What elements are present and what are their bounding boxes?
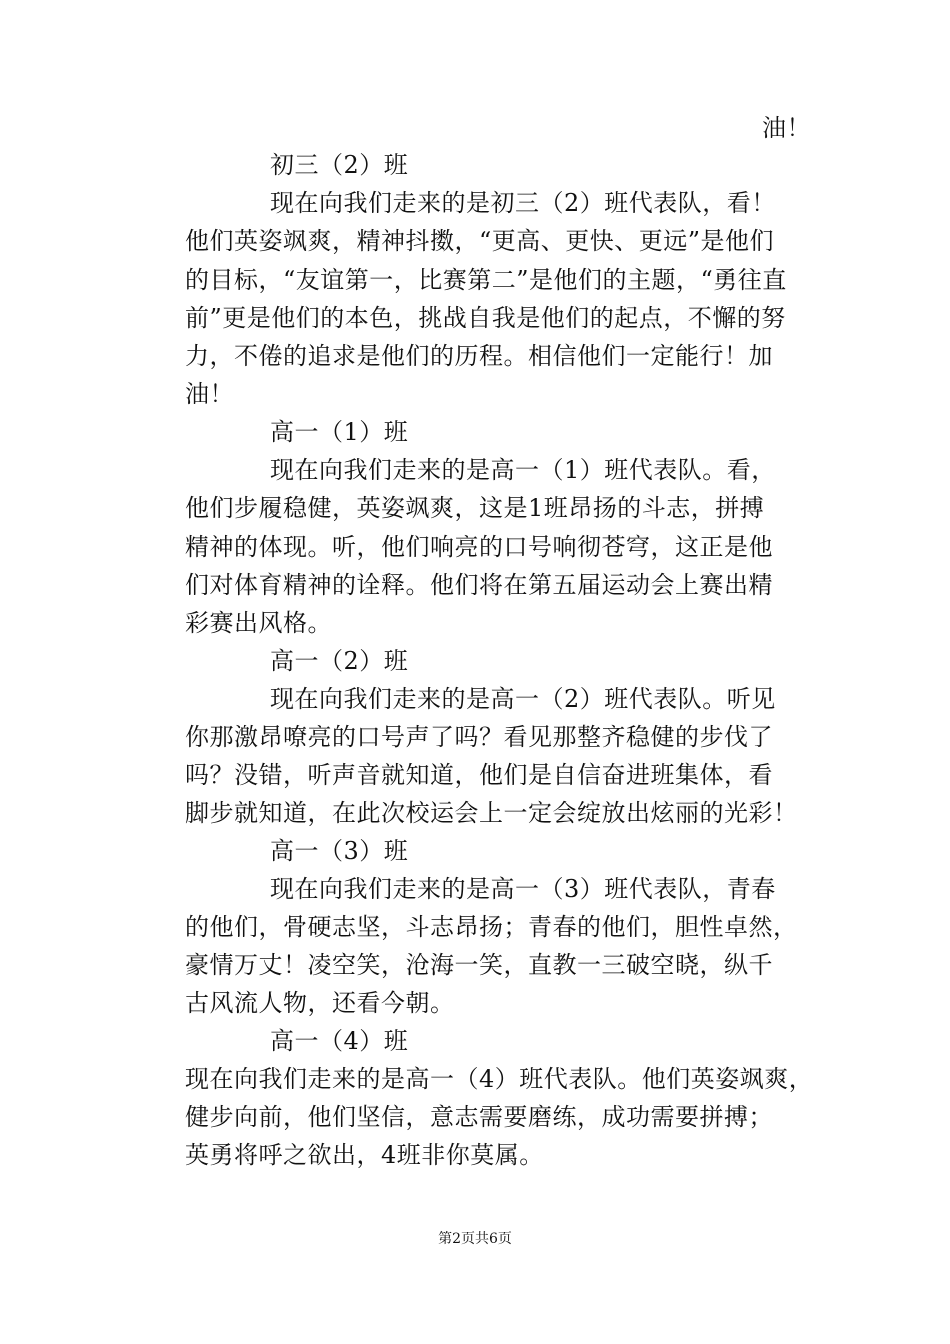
- text-line: 现在向我们走来的是高一（4）班代表队。他们英姿飒爽，: [185, 1065, 814, 1093]
- section-heading: 高一（4）班: [270, 1027, 409, 1055]
- text-line: 现在向我们走来的是高一（1）班代表队。看，: [270, 456, 776, 484]
- text-line: 古风流人物，还看今朝。: [185, 989, 455, 1017]
- text-line: 健步向前，他们坚信，意志需要磨练，成功需要拼搏；: [185, 1103, 773, 1131]
- text-line: 力，不倦的追求是他们的历程。相信他们一定能行！加: [185, 342, 773, 370]
- text-line: 现在向我们走来的是高一（3）班代表队，青春: [270, 875, 776, 903]
- text-line: 吗？没错，听声音就知道，他们是自信奋进班集体，看: [185, 761, 773, 789]
- text-line: 彩赛出风格。: [185, 609, 332, 637]
- text-line: 他们步履稳健，英姿飒爽，这是1班昂扬的斗志，拼搏: [185, 494, 765, 522]
- text-line: 英勇将呼之欲出，4班非你莫属。: [185, 1141, 544, 1169]
- text-line: 油！: [185, 380, 234, 408]
- section-heading: 高一（1）班: [270, 418, 409, 446]
- text-line: 现在向我们走来的是高一（2）班代表队。听见: [270, 685, 776, 713]
- page-number: 第2页共6页: [438, 1231, 512, 1247]
- text-line: 豪情万丈！凌空笑，沧海一笑，直教一三破空晓，纵千: [185, 951, 773, 979]
- text-line: 你那激昂嘹亮的口号声了吗？看见那整齐稳健的步伐了: [185, 723, 773, 751]
- text-line: 油！: [762, 114, 811, 142]
- text-line: 精神的体现。听，他们响亮的口号响彻苍穹，这正是他: [185, 533, 773, 561]
- text-line: 前”更是他们的本色，挑战自我是他们的起点，不懈的努: [185, 304, 786, 332]
- text-line: 的目标，“友谊第一，比赛第二”是他们的主题，“勇往直: [185, 266, 787, 294]
- text-line: 现在向我们走来的是初三（2）班代表队，看！: [270, 189, 776, 217]
- section-heading: 高一（3）班: [270, 837, 409, 865]
- section-heading: 初三（2）班: [270, 151, 409, 179]
- section-heading: 高一（2）班: [270, 647, 409, 675]
- text-line: 的他们，骨硬志坚，斗志昂扬；青春的他们，胆性卓然，: [185, 913, 798, 941]
- text-line: 们对体育精神的诠释。他们将在第五届运动会上赛出精: [185, 571, 773, 599]
- text-line: 他们英姿飒爽，精神抖擞，“更高、更快、更远”是他们: [185, 227, 775, 255]
- text-line: 脚步就知道，在此次校运会上一定会绽放出炫丽的光彩！: [185, 799, 798, 827]
